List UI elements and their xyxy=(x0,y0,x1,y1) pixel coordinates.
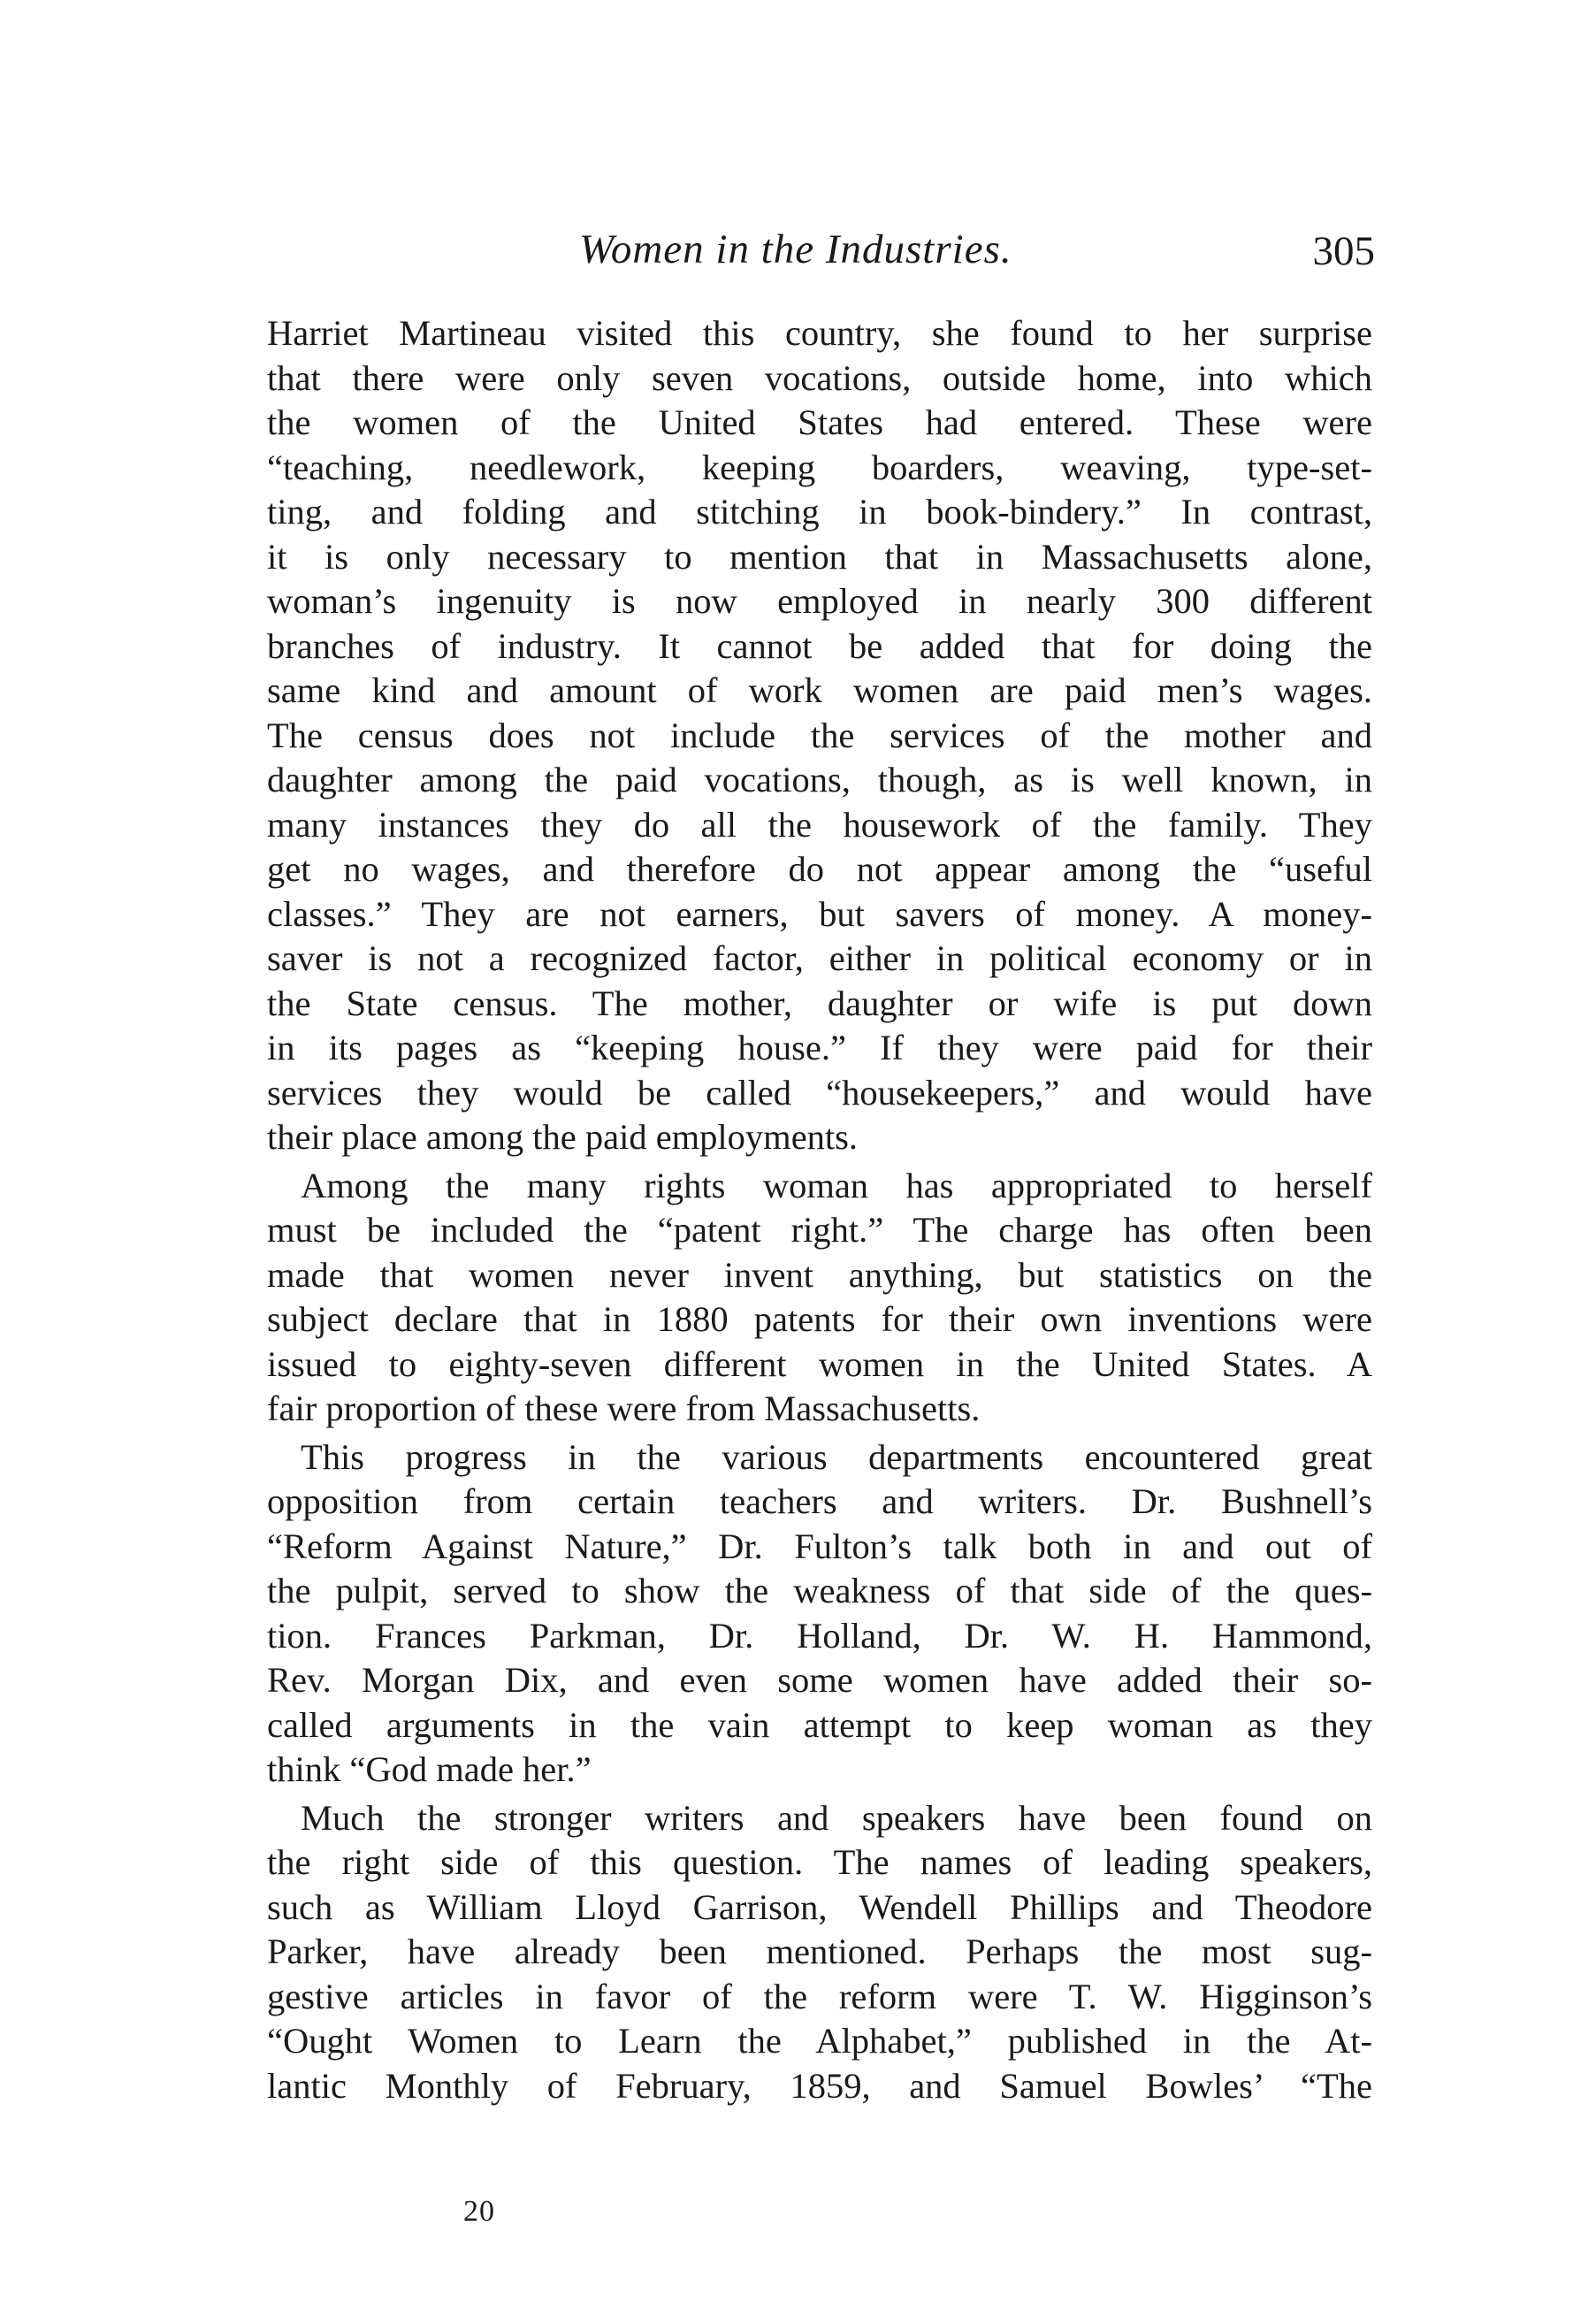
body-text xyxy=(267,311,1372,2108)
text-line: “Reform Against Nature,” Dr. Fulton’s talk both in and out of xyxy=(267,1526,1372,1566)
text-line: Among the many rights woman has appropriated to herself xyxy=(301,1165,1372,1205)
text-line: This progress in the various departments encountered great xyxy=(301,1436,1372,1477)
text-line: same kind and amount of work women are paid men’s wages. xyxy=(267,670,1372,710)
text-line: Harriet Martineau visited this country, she found to her surprise xyxy=(267,313,1372,353)
text-line: think “God made her.” xyxy=(267,1749,592,1789)
text-line: “teaching, needlework, keeping boarders, weaving, type-set- xyxy=(267,447,1372,487)
text-line: “Ought Women to Learn the Alphabet,” published in the At- xyxy=(267,2021,1372,2061)
text-line: Much the stronger writers and speakers have been found on xyxy=(301,1797,1372,1838)
signature-mark: 20 xyxy=(463,2195,495,2228)
text-line: the right side of this question. The names of leading speakers, xyxy=(267,1842,1372,1882)
text-line: daughter among the paid vocations, though, as is well known, in xyxy=(267,760,1372,799)
text-line: the women of the United States had entered. These were xyxy=(267,402,1372,442)
paragraph-4 xyxy=(267,1796,1372,2109)
text-line: woman’s ingenuity is now employed in nearly 300 different xyxy=(267,581,1372,621)
text-line: Rev. Morgan Dix, and even some women have added their so- xyxy=(267,1660,1372,1700)
text-line: The census does not include the services of the mother and xyxy=(267,715,1372,755)
text-line: classes.” They are not earners, but savers of money. A money- xyxy=(267,893,1372,934)
paragraph-2 xyxy=(267,1164,1372,1432)
text-line: their place among the paid employments. xyxy=(267,1117,859,1157)
running-head xyxy=(265,226,1406,287)
text-line: called arguments in the vain attempt to keep woman as they xyxy=(267,1704,1372,1745)
page-number: 305 xyxy=(1312,228,1375,274)
text-line: such as William Lloyd Garrison, Wendell Phillips and Theodore xyxy=(267,1886,1372,1927)
text-line: in its pages as “keeping house.” If they were paid for their xyxy=(267,1028,1372,1067)
text-line: branches of industry. It cannot be added that for doing the xyxy=(267,625,1372,666)
text-line: services they would be called “housekeepers,” and would have xyxy=(267,1072,1372,1113)
text-line: the pulpit, served to show the weakness of that side of the ques- xyxy=(267,1571,1372,1610)
text-line: issued to eighty-seven different women in the United States. A xyxy=(267,1343,1372,1384)
text-line: gestive articles in favor of the reform were T. W. Higginson’s xyxy=(267,1976,1372,2016)
paragraph-1 xyxy=(267,311,1372,1160)
text-line: it is only necessary to mention that in Massachusetts alone, xyxy=(267,536,1372,577)
text-line: opposition from certain teachers and writers. Dr. Bushnell’s xyxy=(267,1481,1372,1521)
text-line: tion. Frances Parkman, Dr. Holland, Dr. W. H. Hammond, xyxy=(267,1615,1372,1656)
text-line: many instances they do all the housework of the family. They xyxy=(267,804,1372,845)
text-line: saver is not a recognized factor, either in political economy or in xyxy=(267,938,1372,978)
text-line: the State census. The mother, daughter or wife is put down xyxy=(267,983,1372,1023)
text-line: lantic Monthly of February, 1859, and Samuel Bowles’ “The xyxy=(267,2065,1372,2106)
text-line: subject declare that in 1880 patents for their own inventions were xyxy=(267,1299,1372,1339)
text-line: must be included the “patent right.” The charge has often been xyxy=(267,1210,1372,1250)
text-line: ting, and folding and stitching in book-bindery.” In contrast, xyxy=(267,492,1372,532)
text-line: that there were only seven vocations, outside home, into which xyxy=(267,357,1372,398)
text-line: made that women never invent anything, but statistics on the xyxy=(267,1254,1372,1295)
running-title: Women in the Industries. xyxy=(579,226,1012,272)
text-line: get no wages, and therefore do not appear among the “useful xyxy=(267,849,1372,889)
text-line: fair proportion of these were from Massachusetts. xyxy=(267,1388,981,1428)
text-line: Parker, have already been mentioned. Perhaps the most sug- xyxy=(267,1931,1372,1971)
paragraph-3 xyxy=(267,1435,1372,1793)
